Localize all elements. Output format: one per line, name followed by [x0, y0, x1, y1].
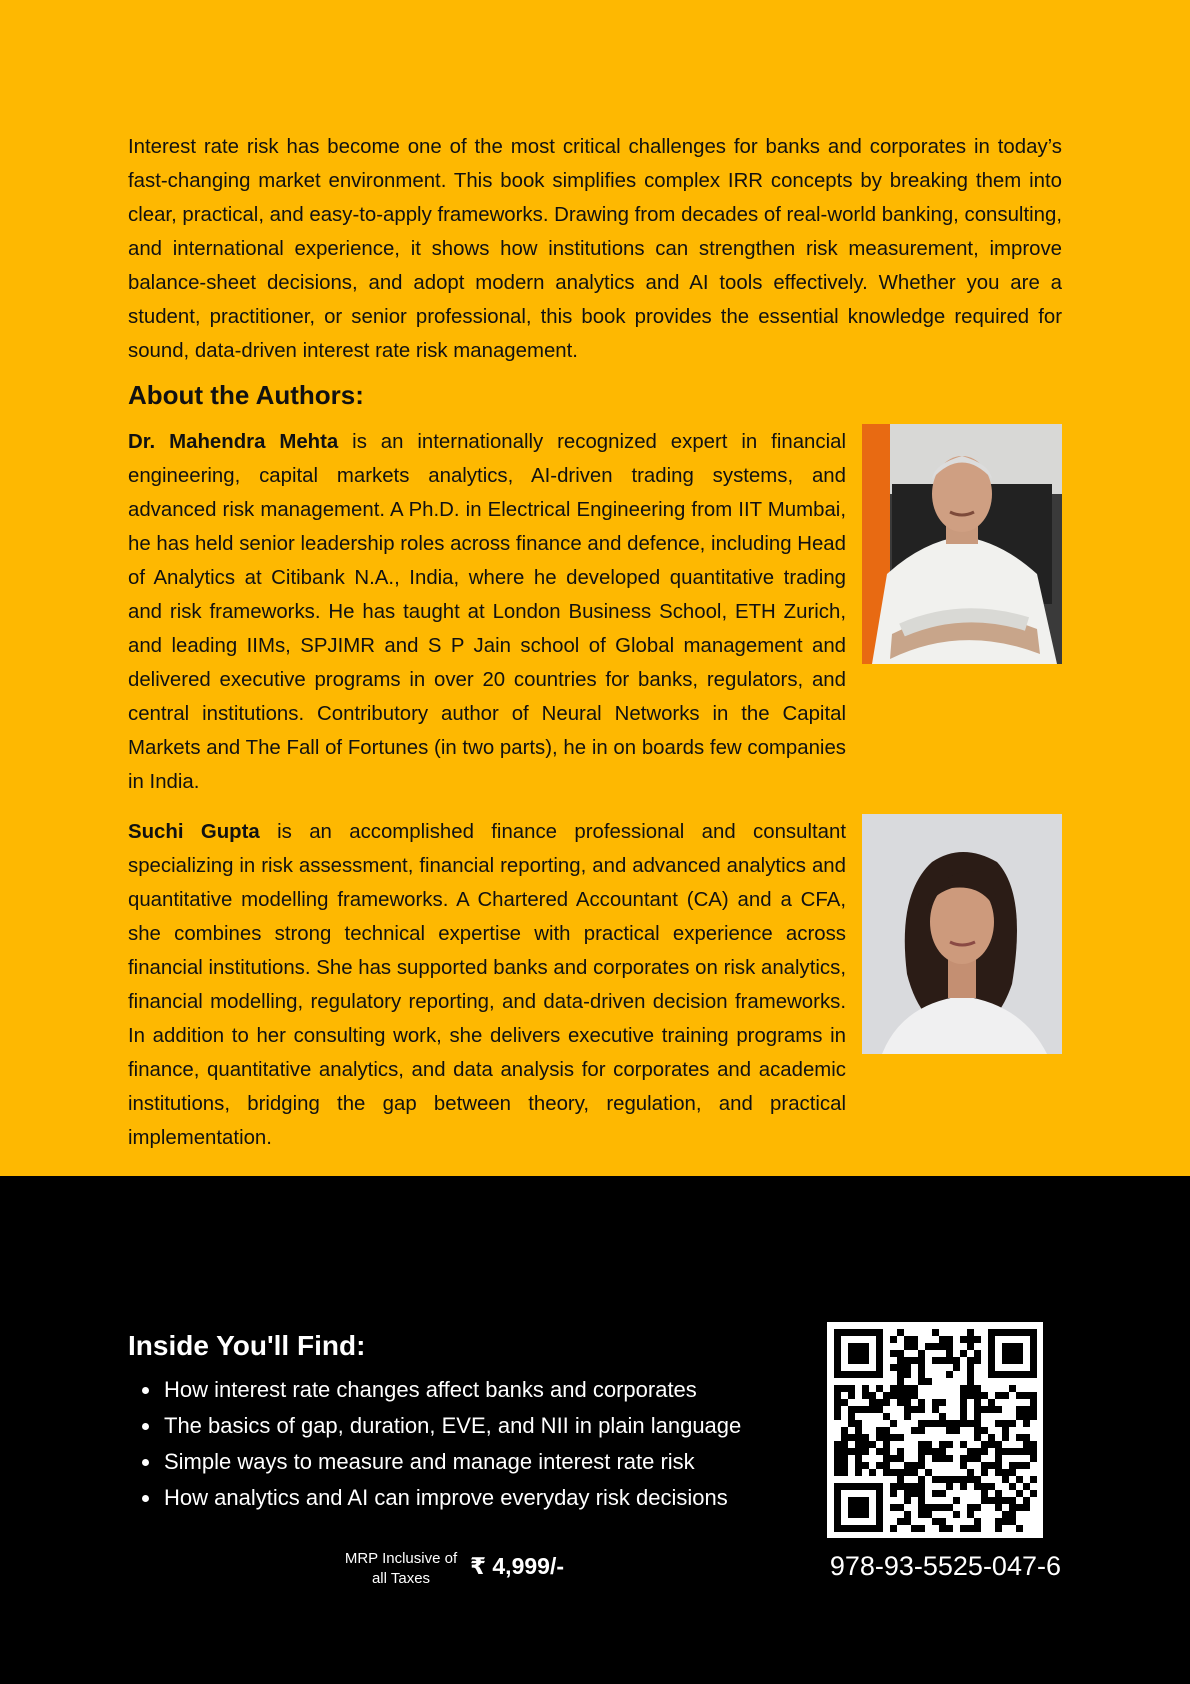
list-item: How analytics and AI can improve everyday risk decisions	[128, 1480, 741, 1516]
author-bio-gupta	[128, 815, 846, 1155]
author-bio-text: is an accomplished finance professional and consultant specializing in risk assessment, financial reporting, and advanced analytics and quantitative modelling frameworks. A Chartered Accountant (CA) and a CFA, she combines strong technical expertise with practical experience across financial institutions. She has supported banks and corporates on risk analytics, financial modelling, regulatory reporting, and data-driven decision frameworks. In addition to her consulting work, she delivers executive training programs in finance, quantitative analytics, and data analysis for corporates and academic institutions, bridging the gap between theory, regulation, and practical implementation.	[128, 821, 846, 1149]
author-name: Suchi Gupta	[128, 821, 260, 843]
author-name: Dr. Mahendra Mehta	[128, 431, 339, 453]
author-bio-mehta	[128, 425, 846, 799]
author-bio-text: is an internationally recognized expert in financial engineering, capital markets analytics, AI-driven trading systems, and advanced risk management. A Ph.D. in Electrical Engineering from IIT Mumbai, he has held senior leadership roles across finance and defence, including Head of Analytics at Citibank N.A., India, where he developed quantitative trading and risk frameworks. He has taught at London Business School, ETH Zurich, and leading IIMs, SPJIMR and S P Jain school of Global management and delivered executive programs in over 20 countries for banks, regulators, and central institutions. Contributory author of Neural Networks in the Capital Markets and The Fall of Fortunes (in two parts), he in on boards few companies in India.	[128, 431, 846, 793]
author-photo-gupta	[862, 814, 1062, 1054]
list-item: Simple ways to measure and manage interest rate risk	[128, 1444, 741, 1480]
inside-heading: Inside You'll Find:	[128, 1330, 366, 1361]
about-authors-heading: About the Authors:	[128, 380, 364, 410]
mrp-label	[334, 1549, 468, 1589]
book-description: Interest rate risk has become one of the most critical challenges for banks and corporates in today’s fast-changing market environment. This book simplifies complex IRR concepts by breaking them into clear, practical, and easy-to-apply frameworks. Drawing from decades of real-world banking, consulting, and international experience, it shows how institutions can strengthen risk measurement, improve balance-sheet decisions, and adopt modern analytics and AI tools effectively. Whether you are a student, practitioner, or senior professional, this book provides the essential knowledge required for sound, data-driven interest rate risk management.	[128, 136, 1062, 362]
price-value: ₹ 4,999/-	[470, 1553, 564, 1579]
isbn-number: 978-93-5525-047-6	[829, 1551, 1061, 1581]
inside-list	[128, 1372, 741, 1516]
author-photo-mehta	[862, 424, 1062, 664]
list-item: How interest rate changes affect banks and corporates	[128, 1372, 741, 1408]
list-item: The basics of gap, duration, EVE, and NII in plain language	[128, 1408, 741, 1444]
mrp-label-line2: all Taxes	[371, 1570, 431, 1587]
qr-code	[827, 1322, 1043, 1538]
mrp-label-line1: MRP Inclusive of	[344, 1550, 458, 1567]
